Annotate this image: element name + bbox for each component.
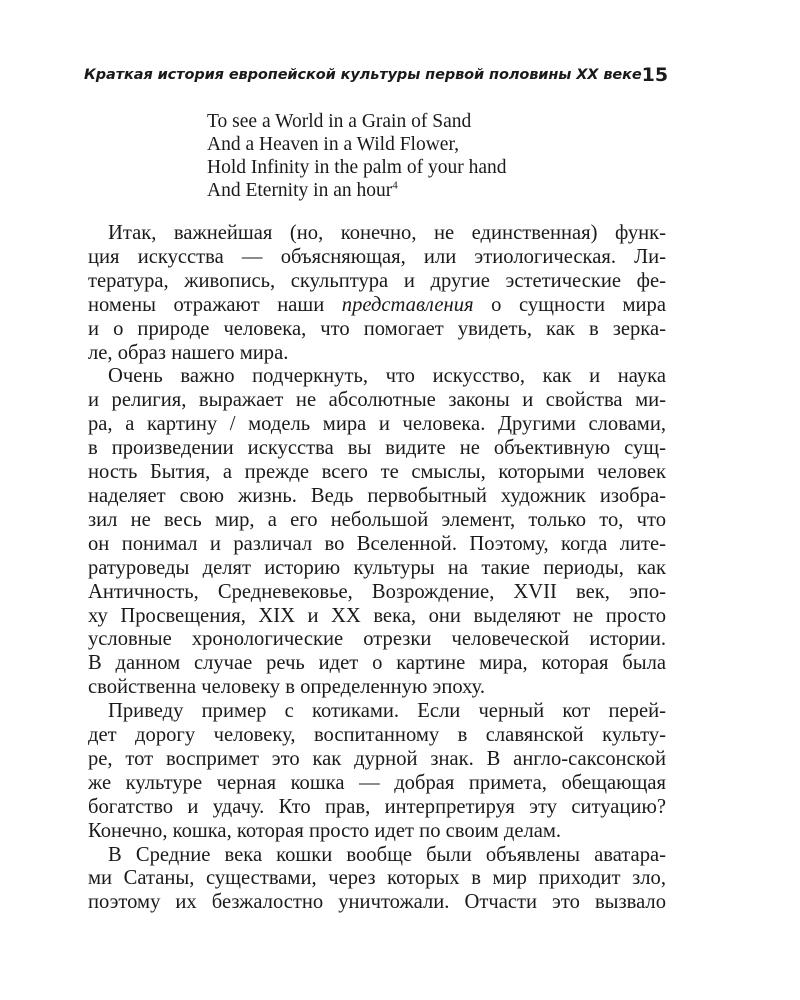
text-line-with-emphasis [88,294,666,318]
text-line: зил не весь мир, а его небольшой элемент, только то, что [88,508,666,531]
text-line: условные хронологические отрезки человеческой истории. [88,628,666,651]
text-line: же культуре черная кошка — добрая примета, обещающая [88,771,666,794]
text-line: и о природе человека, что помогает увидеть, как в зерка- [88,317,666,340]
text-line: поэтому их безжалостно уничтожали. Отчасти это вызвало [88,891,666,914]
text-line: В Средние века кошки вообще были объявлены аватара- [108,843,666,866]
epigraph-line: And a Heaven in a Wild Flower, [207,134,460,155]
paragraph-4 [88,844,666,916]
epigraph-poem [207,110,627,202]
text-line: ция искусства — объясняющая, или этиологическая. Ли- [88,245,666,268]
text-line: Очень важно подчеркнуть, что искусство, как и наука [108,365,666,388]
text-line: Античность, Средневековье, Возрождение, XVII век, эпо- [88,580,666,603]
text-line: дет дорогу человеку, воспитанному в славянской культу- [88,724,666,747]
paragraph-3 [88,700,666,843]
text-line: наделяет свою жизнь. Ведь первобытный художник изобра- [88,484,666,507]
text-line: ми Сатаны, существами, через которых в мир приходит зло, [88,867,666,890]
paragraph-1 [88,222,666,365]
text-line: свойственна человеку в определенную эпоху. [88,676,486,699]
epigraph-line: Hold Infinity in the palm of your hand [207,157,507,178]
paragraph-2 [88,365,666,700]
text-line: ху Просвещения, XIX и XX века, они выделяют не просто [88,604,666,627]
text-line: ратуроведы делят историю культуры на такие периоды, как [88,556,666,579]
epigraph-line: To see a World in a Grain of Sand [207,111,472,132]
text-line: в произведении искусства вы видите не объективную сущ- [88,437,666,460]
running-header [84,62,669,88]
text-line: ле, образ нашего мира. [88,341,289,364]
text-line: и религия, выражает не абсолютные законы и свойства ми- [88,389,666,412]
text-fragment: номены отражают наши [88,293,342,316]
text-line: ность Бытия, а прежде всего те смыслы, которыми человек [88,461,666,484]
text-line: он понимал и различал во Вселенной. Поэтому, когда лите- [88,532,666,555]
emphasized-term: представления [341,293,474,316]
text-line: богатство и удачу. Кто прав, интерпретируя эту ситуацию? [88,795,666,818]
epigraph-line-text: And Eternity in an hour [207,180,393,201]
body-text [88,222,666,915]
page-number: 15 [641,64,669,86]
epigraph-line-last [207,179,627,202]
text-line: тература, живопись, скульптура и другие эстетические фе- [88,269,666,292]
text-line: Конечно, кошка, которая просто идет по своим делам. [88,819,562,842]
text-line: Приведу пример с котиками. Если черный кот перей- [108,700,666,723]
text-line: В данном случае речь идет о картине мира, которая была [88,652,666,675]
footnote-marker: 4 [392,179,398,192]
text-line: ра, а картину / модель мира и человека. Другими словами, [88,413,666,436]
running-title: Краткая история европейской культуры первой половины XX веке [84,67,642,83]
text-line: ре, тот воспримет это как дурной знак. В англо-саксонской [88,747,666,770]
text-fragment: о сущности мира [473,293,666,316]
text-line: Итак, важнейшая (но, конечно, не единственная) функ- [108,222,666,244]
